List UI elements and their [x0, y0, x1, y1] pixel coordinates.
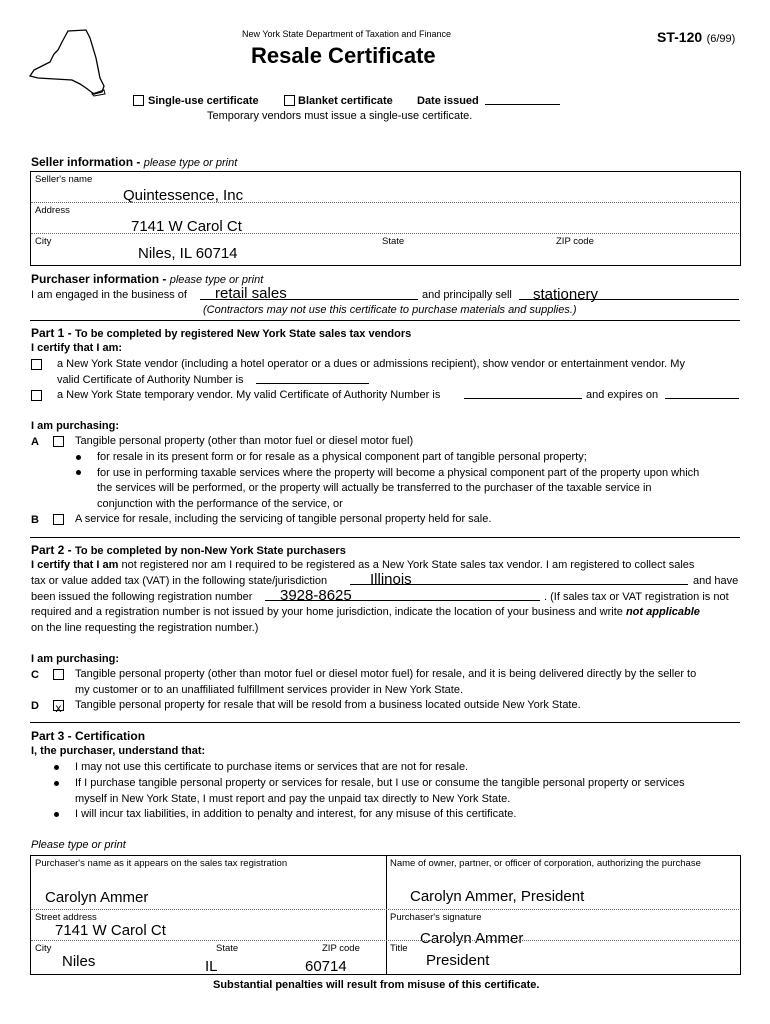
purchaser-name-field[interactable]: Carolyn Ammer [45, 889, 149, 906]
section-divider [30, 537, 740, 538]
contractors-note: (Contractors may not use this certificate to purchase materials and supplies.) [203, 304, 577, 316]
temp-authority-number-field[interactable] [464, 398, 582, 399]
part3-bullet2-line2: myself in New York State, I must report and pay the unpaid tax directly to New York State. [75, 793, 511, 805]
date-issued-label: Date issued [417, 95, 479, 107]
part3-bullet3: I will incur tax liabilities, in addition to penalty and interest, for any misuse of this certificate. [75, 808, 517, 820]
street-address-label: Street address [35, 912, 97, 923]
new-york-state-map-icon [28, 28, 106, 98]
part2-certify-bold: I certify that I am [31, 559, 119, 571]
page-title: Resale Certificate [251, 43, 436, 68]
seller-city-label: City [35, 236, 52, 247]
purchaser-heading-note: please type or print [169, 274, 264, 286]
single-use-label: Single-use certificate [148, 95, 259, 107]
signature-city-label: City [35, 943, 52, 954]
ny-vendor-text-line2: valid Certificate of Authority Number is [57, 374, 244, 386]
owner-name-field[interactable]: Carolyn Ammer, President [410, 888, 585, 905]
seller-state-label: State [382, 236, 405, 247]
seller-heading-note: please type or print [143, 157, 238, 169]
part1-heading-label: Part 1 - [31, 326, 72, 340]
option-d-text: Tangible personal property for resale that will be resold from a business located outside New York State. [75, 699, 581, 711]
option-c-line1: Tangible personal property (other than motor fuel or diesel motor fuel) for resale, and it is being delivered directly by the seller to [75, 668, 697, 680]
seller-name-label: Seller's name [35, 174, 93, 185]
part2-certify-rest: not registered nor am I required to be registered as a New York State sales tax vendor. I am registered to collect sales [121, 559, 695, 571]
option-d-letter: D [31, 700, 39, 712]
temp-vendor-note: Temporary vendors must issue a single-use certificate. [207, 110, 473, 122]
part1-purchasing: I am purchasing: [31, 420, 120, 432]
part2-line3-prefix: been issued the following registration number [31, 591, 253, 603]
option-a-bullet1: for resale in its present form or for resale as a physical component part of tangible personal property; [97, 451, 587, 463]
part2-line2-suffix: and have [693, 575, 739, 587]
signature-row-divider [31, 909, 739, 910]
purchaser-heading-text: Purchaser information - [31, 272, 167, 286]
temp-vendor-checkbox[interactable] [31, 390, 42, 401]
bullet [54, 765, 59, 770]
ny-vendor-checkbox[interactable] [31, 359, 42, 370]
expires-label: and expires on [586, 389, 659, 401]
seller-row-divider [31, 233, 739, 234]
signature-row-divider [31, 940, 739, 941]
part2-heading-rest: To be completed by non-New York State purchasers [75, 545, 346, 557]
option-b-text: A service for resale, including the servicing of tangible personal property held for sale. [75, 513, 492, 525]
state-jurisdiction-field[interactable]: Illinois [370, 571, 412, 588]
seller-address-field[interactable]: 7141 W Carol Ct [131, 218, 242, 235]
signature-column-divider [386, 855, 387, 974]
date-issued-field[interactable] [485, 104, 560, 105]
part2-heading-label: Part 2 - [31, 543, 72, 557]
part2-line4-prefix: required and a registration number is not issued by your home jurisdiction, indicate the location of your business and write [31, 606, 623, 618]
section-divider [30, 320, 740, 321]
signature-title-field[interactable]: President [426, 952, 490, 969]
bullet [54, 812, 59, 817]
please-type-note: Please type or print [31, 839, 126, 851]
option-b-checkbox[interactable] [53, 514, 64, 525]
part1-heading [31, 326, 411, 340]
expires-field[interactable] [665, 398, 739, 399]
part3-heading: Part 3 - Certification [31, 729, 146, 743]
authority-number-field[interactable] [256, 383, 369, 384]
seller-heading [31, 155, 237, 169]
bullet [76, 455, 81, 460]
ny-vendor-text-line1: a New York State vendor (including a hotel operator or a dues or admissions recipient), show vendor or entertainment vendor. My [57, 358, 685, 370]
form-number [657, 29, 735, 47]
option-a-text: Tangible personal property (other than motor fuel or diesel motor fuel) [75, 435, 414, 447]
option-b-letter: B [31, 514, 39, 526]
option-a-bullet2-line1: for use in performing taxable services where the property will become a physical component part of the property upon which [97, 467, 700, 479]
part3-bullet1: I may not use this certificate to purchase items or services that are not for resale. [75, 761, 469, 773]
purchaser-name-label: Purchaser's name as it appears on the sales tax registration [35, 858, 288, 869]
sell-prefix: and principally sell [422, 289, 512, 301]
seller-city-field[interactable]: Niles, IL 60714 [138, 245, 238, 262]
option-d-checkbox[interactable]: x [53, 700, 64, 711]
part1-heading-rest: To be completed by registered New York State sales tax vendors [75, 328, 412, 340]
option-a-bullet2-line2: the services will be performed, or the property will actually be transferred to the purchaser of the taxable service in [97, 482, 652, 494]
part2-line2-prefix: tax or value added tax (VAT) in the following state/jurisdiction [31, 575, 328, 587]
single-use-checkbox[interactable] [133, 95, 144, 106]
department-name: New York State Department of Taxation and Finance [242, 29, 451, 39]
part2-line1 [31, 559, 694, 571]
not-applicable-text: not applicable [625, 606, 700, 618]
signature-city-field[interactable]: Niles [62, 953, 96, 970]
signature-state-label: State [216, 943, 239, 954]
bullet [54, 781, 59, 786]
seller-row-divider [31, 202, 739, 203]
seller-name-field[interactable]: Quintessence, Inc [123, 187, 244, 204]
part2-line3-suffix: . (If sales tax or VAT registration is not [544, 591, 729, 603]
part2-line4 [31, 606, 700, 618]
street-address-field[interactable]: 7141 W Carol Ct [55, 922, 166, 939]
bullet [76, 470, 81, 475]
option-c-letter: C [31, 669, 39, 681]
seller-address-label: Address [35, 205, 70, 216]
section-divider [30, 722, 740, 723]
part3-understand: I, the purchaser, understand that: [31, 745, 206, 757]
purchaser-heading [31, 272, 263, 286]
option-a-checkbox[interactable] [53, 436, 64, 447]
seller-heading-text: Seller information - [31, 155, 141, 169]
business-prefix: I am engaged in the business of [31, 289, 187, 301]
purchaser-signature-field[interactable]: Carolyn Ammer [420, 930, 524, 947]
option-c-checkbox[interactable] [53, 669, 64, 680]
business-field[interactable]: retail sales [215, 285, 287, 302]
option-c-line2: my customer or to an unaffiliated fulfillment services provider in New York State. [75, 684, 464, 696]
signature-zip-label: ZIP code [322, 943, 360, 954]
signature-title-label: Title [390, 943, 408, 954]
temp-vendor-text: a New York State temporary vendor. My valid Certificate of Authority Number is [57, 389, 441, 401]
part2-line5: on the line requesting the registration number.) [31, 622, 259, 634]
part3-bullet2-line1: If I purchase tangible personal property or services for resale, but I use or consume the tangible personal property or services [75, 777, 685, 789]
sell-field[interactable]: stationery [533, 286, 599, 303]
penalty-note: Substantial penalties will result from misuse of this certificate. [213, 979, 540, 991]
blanket-label: Blanket certificate [298, 95, 393, 107]
signature-zip-field[interactable]: 60714 [305, 958, 347, 975]
blanket-checkbox[interactable] [284, 95, 295, 106]
part2-heading [31, 543, 346, 557]
option-a-letter: A [31, 436, 39, 448]
part2-purchasing: I am purchasing: [31, 653, 120, 665]
option-a-bullet2-line3: conjunction with the performance of the service, or [97, 498, 343, 510]
purchaser-signature-label: Purchaser's signature [390, 912, 482, 923]
signature-state-field[interactable]: IL [205, 958, 218, 975]
registration-number-field[interactable]: 3928-8625 [280, 587, 352, 604]
form-number-code: ST-120 [657, 29, 703, 45]
part1-certify: I certify that I am: [31, 342, 123, 354]
seller-zip-label: ZIP code [556, 236, 594, 247]
form-date: (6/99) [706, 33, 736, 45]
owner-name-label: Name of owner, partner, or officer of corporation, authorizing the purchase [390, 858, 701, 869]
